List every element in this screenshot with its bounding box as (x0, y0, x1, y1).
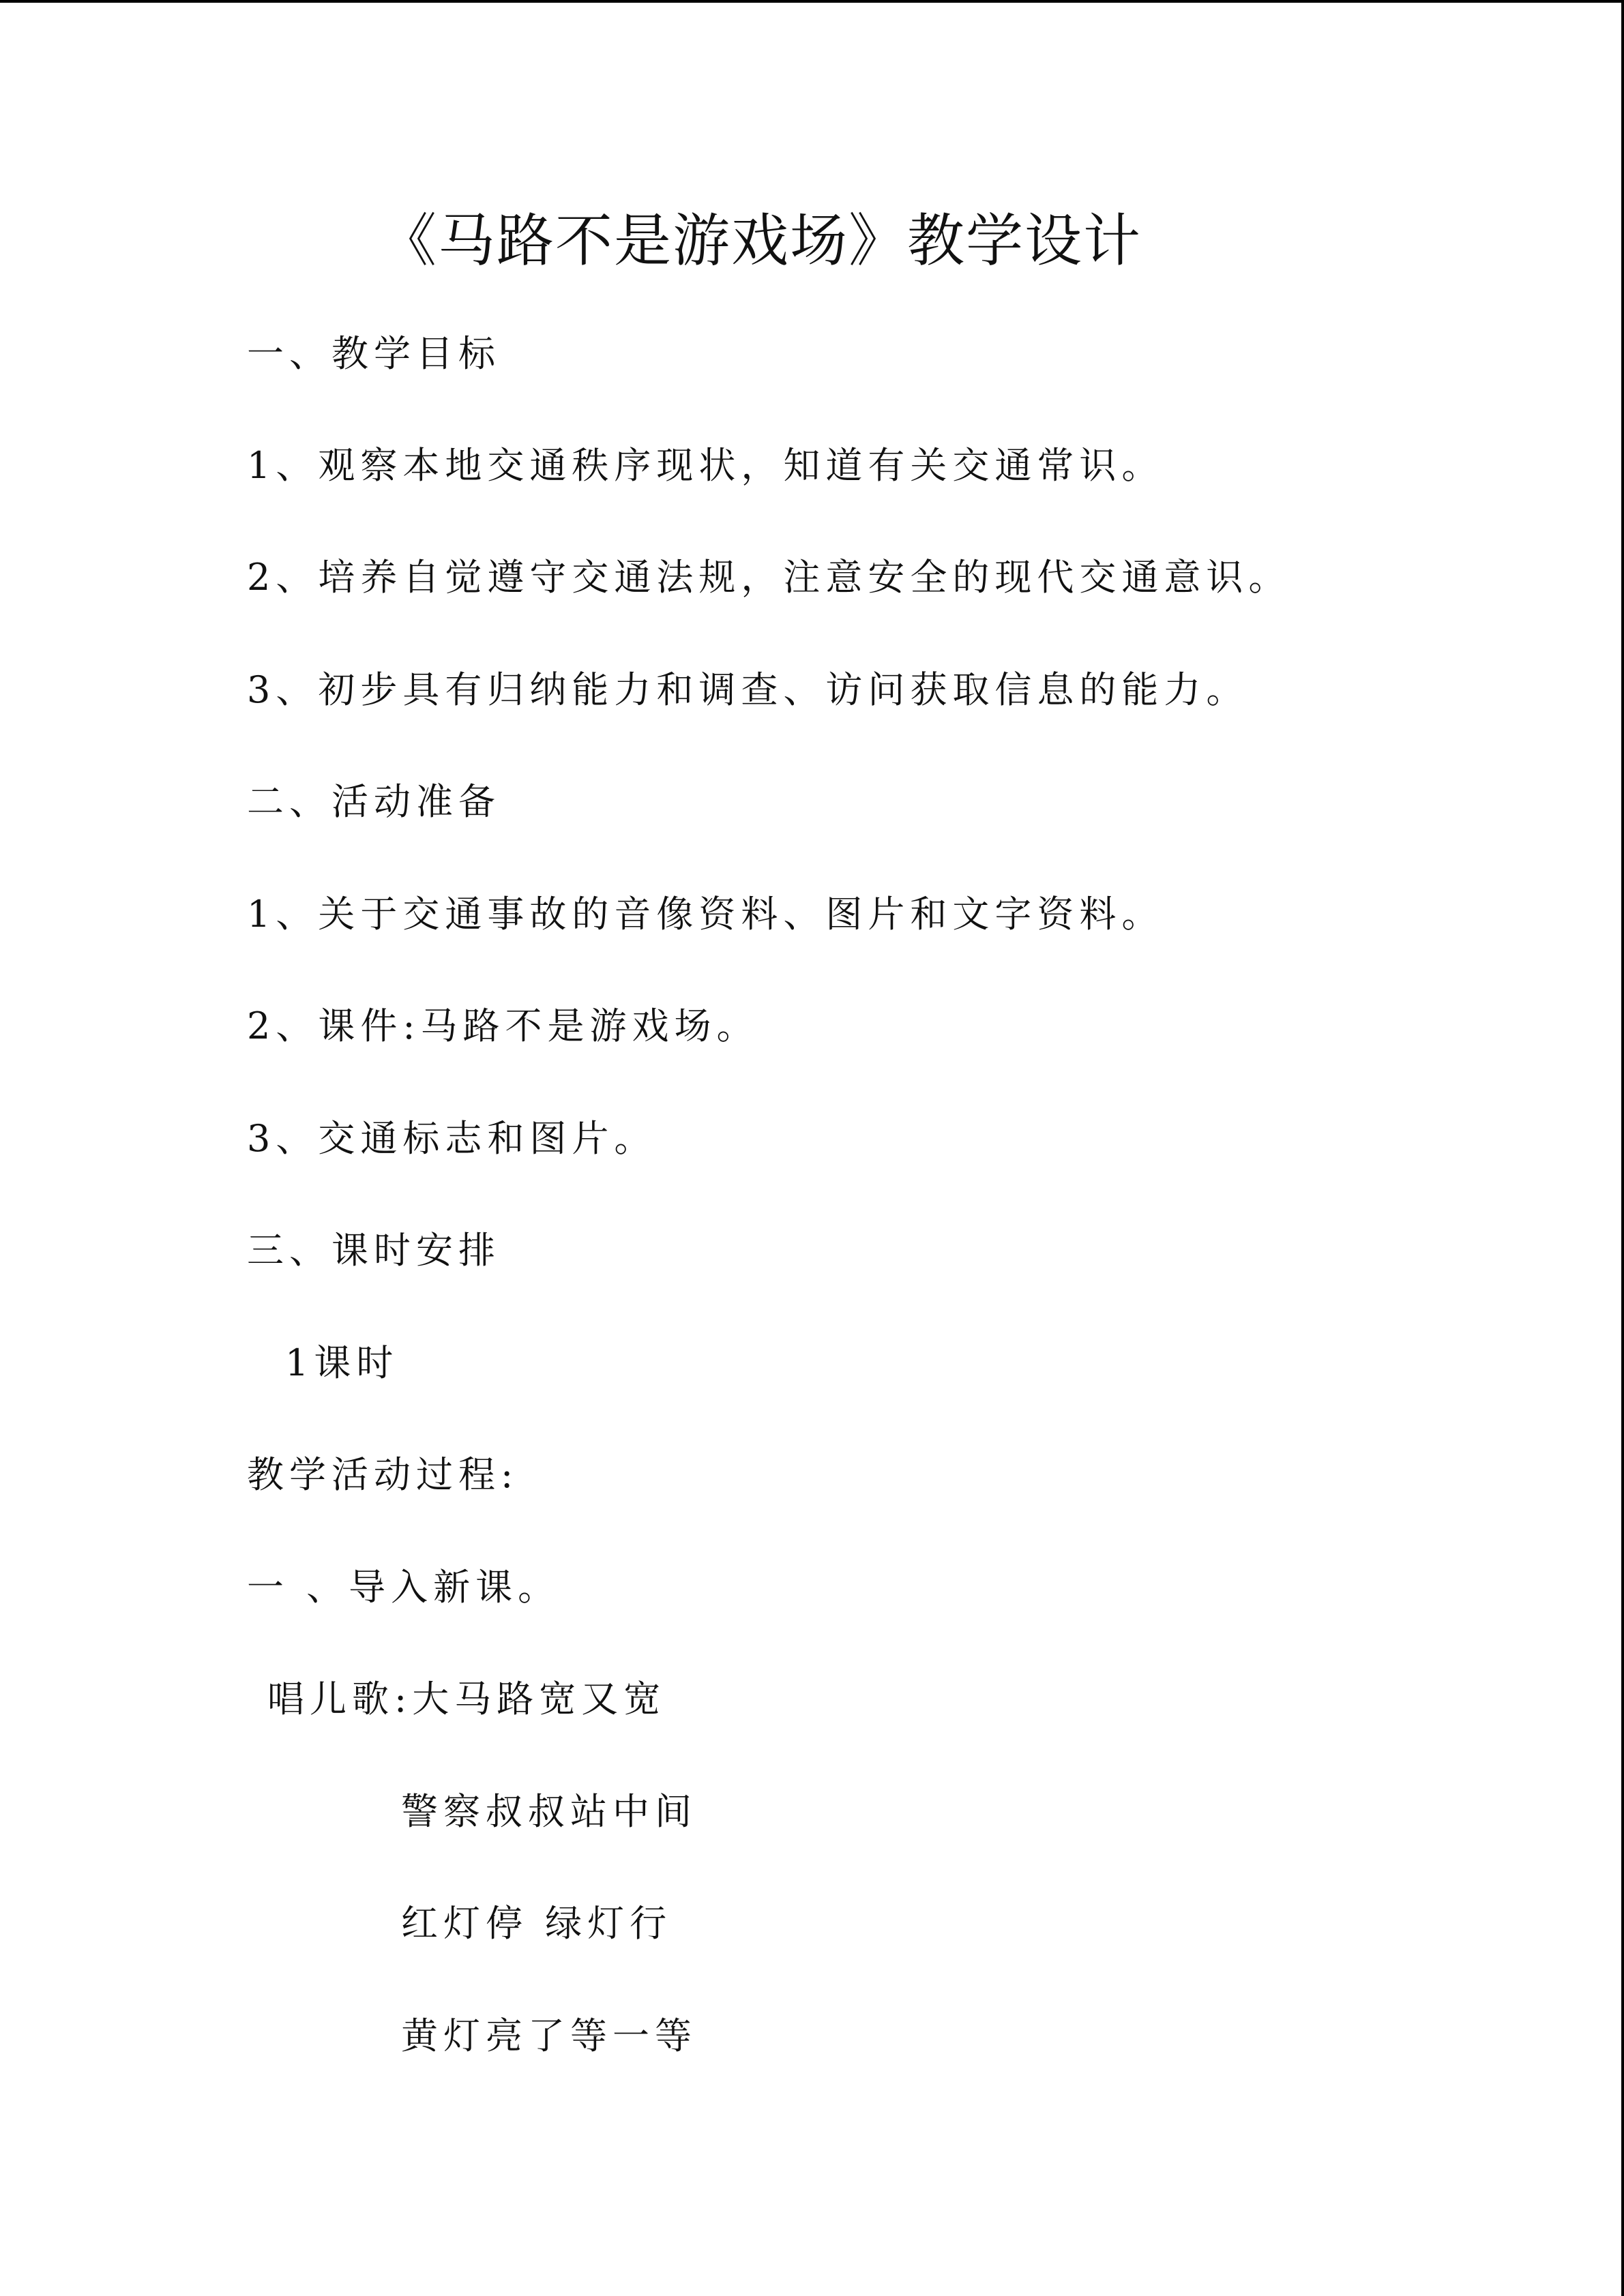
page-border-top (0, 0, 1624, 3)
objective-item-2: 2、培养自觉遵守交通法规，注意安全的现代交通意识。 (247, 556, 1291, 599)
objective-item-1: 1、观察本地交通秩序现状，知道有关交通常识。 (247, 444, 1164, 487)
section-heading-schedule: 三、课时安排 (247, 1229, 501, 1272)
song-label: 唱儿歌:大马路宽又宽 (267, 1678, 666, 1720)
process-heading: 教学活动过程: (247, 1453, 519, 1496)
preparation-item-2: 2、课件:马路不是游戏场。 (247, 1004, 759, 1047)
schedule-content: 1课时 (285, 1341, 399, 1384)
section-heading-preparation: 二、活动准备 (247, 780, 501, 823)
objective-item-3: 3、初步具有归纳能力和调查、访问获取信息的能力。 (247, 668, 1249, 711)
song-line-1: 警察叔叔站中间 (401, 1790, 697, 1833)
song-line-3: 黄灯亮了等一等 (401, 2014, 697, 2057)
page-border-right (1621, 0, 1624, 2296)
step1-heading: 一 、导入新课。 (247, 1566, 561, 1609)
preparation-item-3: 3、交通标志和图片。 (247, 1117, 657, 1160)
preparation-item-1: 1、关于交通事故的音像资料、图片和文字资料。 (247, 893, 1164, 936)
song-line-2: 红灯停 绿灯行 (401, 1902, 673, 1945)
document-title: 《马路不是游戏场》教学设计 (379, 207, 1142, 274)
section-heading-objectives: 一、教学目标 (247, 332, 501, 375)
